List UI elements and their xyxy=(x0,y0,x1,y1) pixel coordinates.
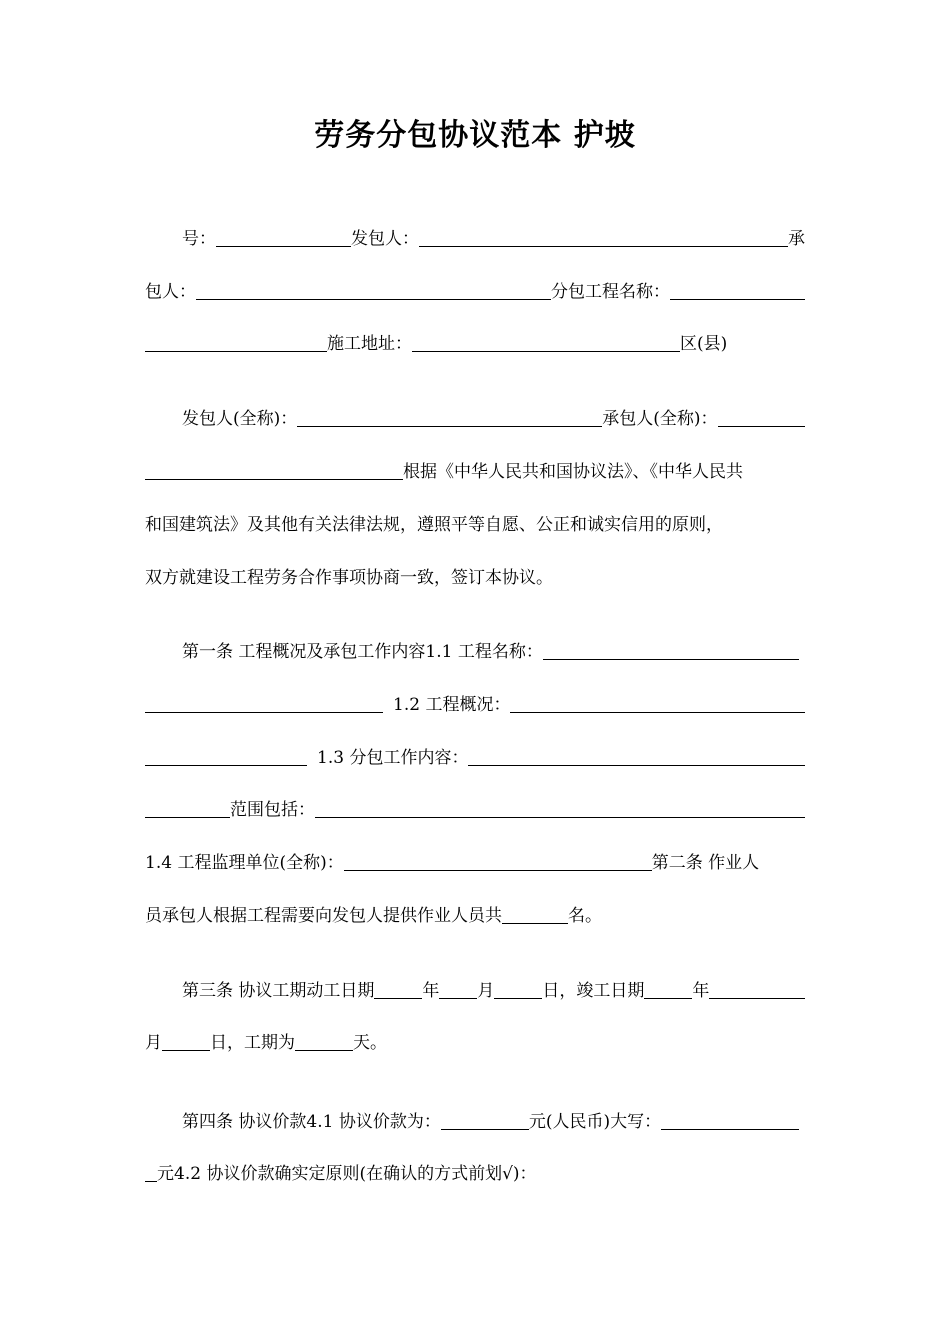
blank-project-name-cont[interactable] xyxy=(145,350,327,352)
project-overview-line xyxy=(145,692,805,718)
blank-employer[interactable] xyxy=(419,245,788,247)
preamble-line-3 xyxy=(145,565,805,591)
label-year: 年 xyxy=(422,981,440,1001)
scope-line xyxy=(145,797,805,823)
blank-price-words[interactable] xyxy=(661,1128,799,1130)
blank-supervisor[interactable] xyxy=(344,869,652,871)
workers-text: 员承包人根据工程需要向发包人提供作业人员共 xyxy=(145,906,502,926)
blank-scope[interactable] xyxy=(315,816,805,818)
blank-start-year[interactable] xyxy=(374,997,422,999)
blank-work-content-cont[interactable] xyxy=(145,816,230,818)
blank-project-overview-cont[interactable] xyxy=(145,764,307,766)
work-content-line xyxy=(145,745,805,771)
page-title: 劳务分包协议范本 护坡 xyxy=(314,118,636,153)
duration-line xyxy=(145,1030,805,1056)
blank-end-day[interactable] xyxy=(162,1049,210,1051)
label-day-completion: 日，竣工日期 xyxy=(542,981,645,1001)
blank-price-amount[interactable] xyxy=(441,1128,529,1130)
blank-start-month[interactable] xyxy=(439,997,477,999)
blank-start-day[interactable] xyxy=(494,997,542,999)
contract-number-line xyxy=(145,226,805,252)
label-supervisor: 1.4 工程监理单位(全称)： xyxy=(145,853,344,873)
workers-line xyxy=(145,903,805,929)
price-principle-text: 元4.2 协议价款确实定原则(在确认的方式前划√)： xyxy=(157,1164,537,1184)
label-number: 号： xyxy=(182,229,216,249)
contractor-line xyxy=(145,279,805,305)
blank-project-name[interactable] xyxy=(670,298,805,300)
preamble-text-1: 根据《中华人民共和国协议法》、《中华人民共 xyxy=(403,462,743,482)
label-scope: 范围包括： xyxy=(230,800,315,820)
supervisor-line xyxy=(145,850,805,876)
workers-unit: 名。 xyxy=(568,906,602,926)
blank-end-month[interactable] xyxy=(709,997,805,999)
label-contractor: 包人： xyxy=(145,282,196,302)
preamble-text-2: 和国建筑法》及其他有关法律法规，遵照平等自愿、公正和诚实信用的原则， xyxy=(145,515,723,535)
label-price-unit: 元(人民币)大写： xyxy=(528,1112,662,1132)
blank-duration-days[interactable] xyxy=(295,1049,353,1051)
blank-employer-full[interactable] xyxy=(297,425,602,427)
article-4-line xyxy=(145,1109,805,1135)
blank-end-year[interactable] xyxy=(644,997,692,999)
blank-contractor[interactable] xyxy=(196,298,551,300)
blank-worker-count[interactable] xyxy=(502,922,568,924)
preamble-line-1 xyxy=(145,459,805,485)
blank-contractor-full-cont[interactable] xyxy=(145,478,403,480)
label-duration: 日，工期为 xyxy=(210,1033,295,1053)
article-4-heading: 第四条 协议价款4.1 协议价款为： xyxy=(182,1112,441,1132)
label-employer: 发包人： xyxy=(351,229,419,249)
blank-work-content[interactable] xyxy=(468,764,805,766)
blank-project-overview[interactable] xyxy=(510,711,805,713)
label-end-month: 月 xyxy=(145,1033,162,1053)
label-end-year: 年 xyxy=(692,981,710,1001)
label-project-overview: 1.2 工程概况： xyxy=(393,695,511,715)
label-employer-full: 发包人(全称)： xyxy=(182,409,298,429)
article-1-line xyxy=(145,639,805,665)
label-days: 天。 xyxy=(353,1033,387,1053)
label-project-name: 分包工程名称： xyxy=(551,282,670,302)
label-district: 区(县) xyxy=(680,334,728,354)
blank-work-name[interactable] xyxy=(543,658,799,660)
blank-contract-number[interactable] xyxy=(216,245,351,247)
blank-work-name-cont[interactable] xyxy=(145,711,383,713)
label-month: 月 xyxy=(477,981,495,1001)
preamble-text-3: 双方就建设工程劳务合作事项协商一致，签订本协议。 xyxy=(145,568,553,588)
blank-price-words-cont[interactable] xyxy=(145,1180,157,1182)
site-address-line xyxy=(145,331,805,357)
parties-line xyxy=(145,406,805,432)
article-3-heading: 第三条 协议工期动工日期 xyxy=(182,981,375,1001)
preamble-line-2 xyxy=(145,512,805,538)
article-2-heading: 第二条 作业人 xyxy=(651,853,760,873)
blank-contractor-full[interactable] xyxy=(718,425,805,427)
label-site-address: 施工地址： xyxy=(327,334,412,354)
article-3-line xyxy=(145,978,805,1004)
blank-site-address[interactable] xyxy=(412,350,680,352)
article-1-heading: 第一条 工程概况及承包工作内容1.1 工程名称： xyxy=(182,642,543,662)
label-work-content: 1.3 分包工作内容： xyxy=(317,748,469,768)
label-contractor-full: 承包人(全称)： xyxy=(602,409,718,429)
text-fragment: 承 xyxy=(788,229,805,249)
price-principle-line xyxy=(145,1161,805,1187)
